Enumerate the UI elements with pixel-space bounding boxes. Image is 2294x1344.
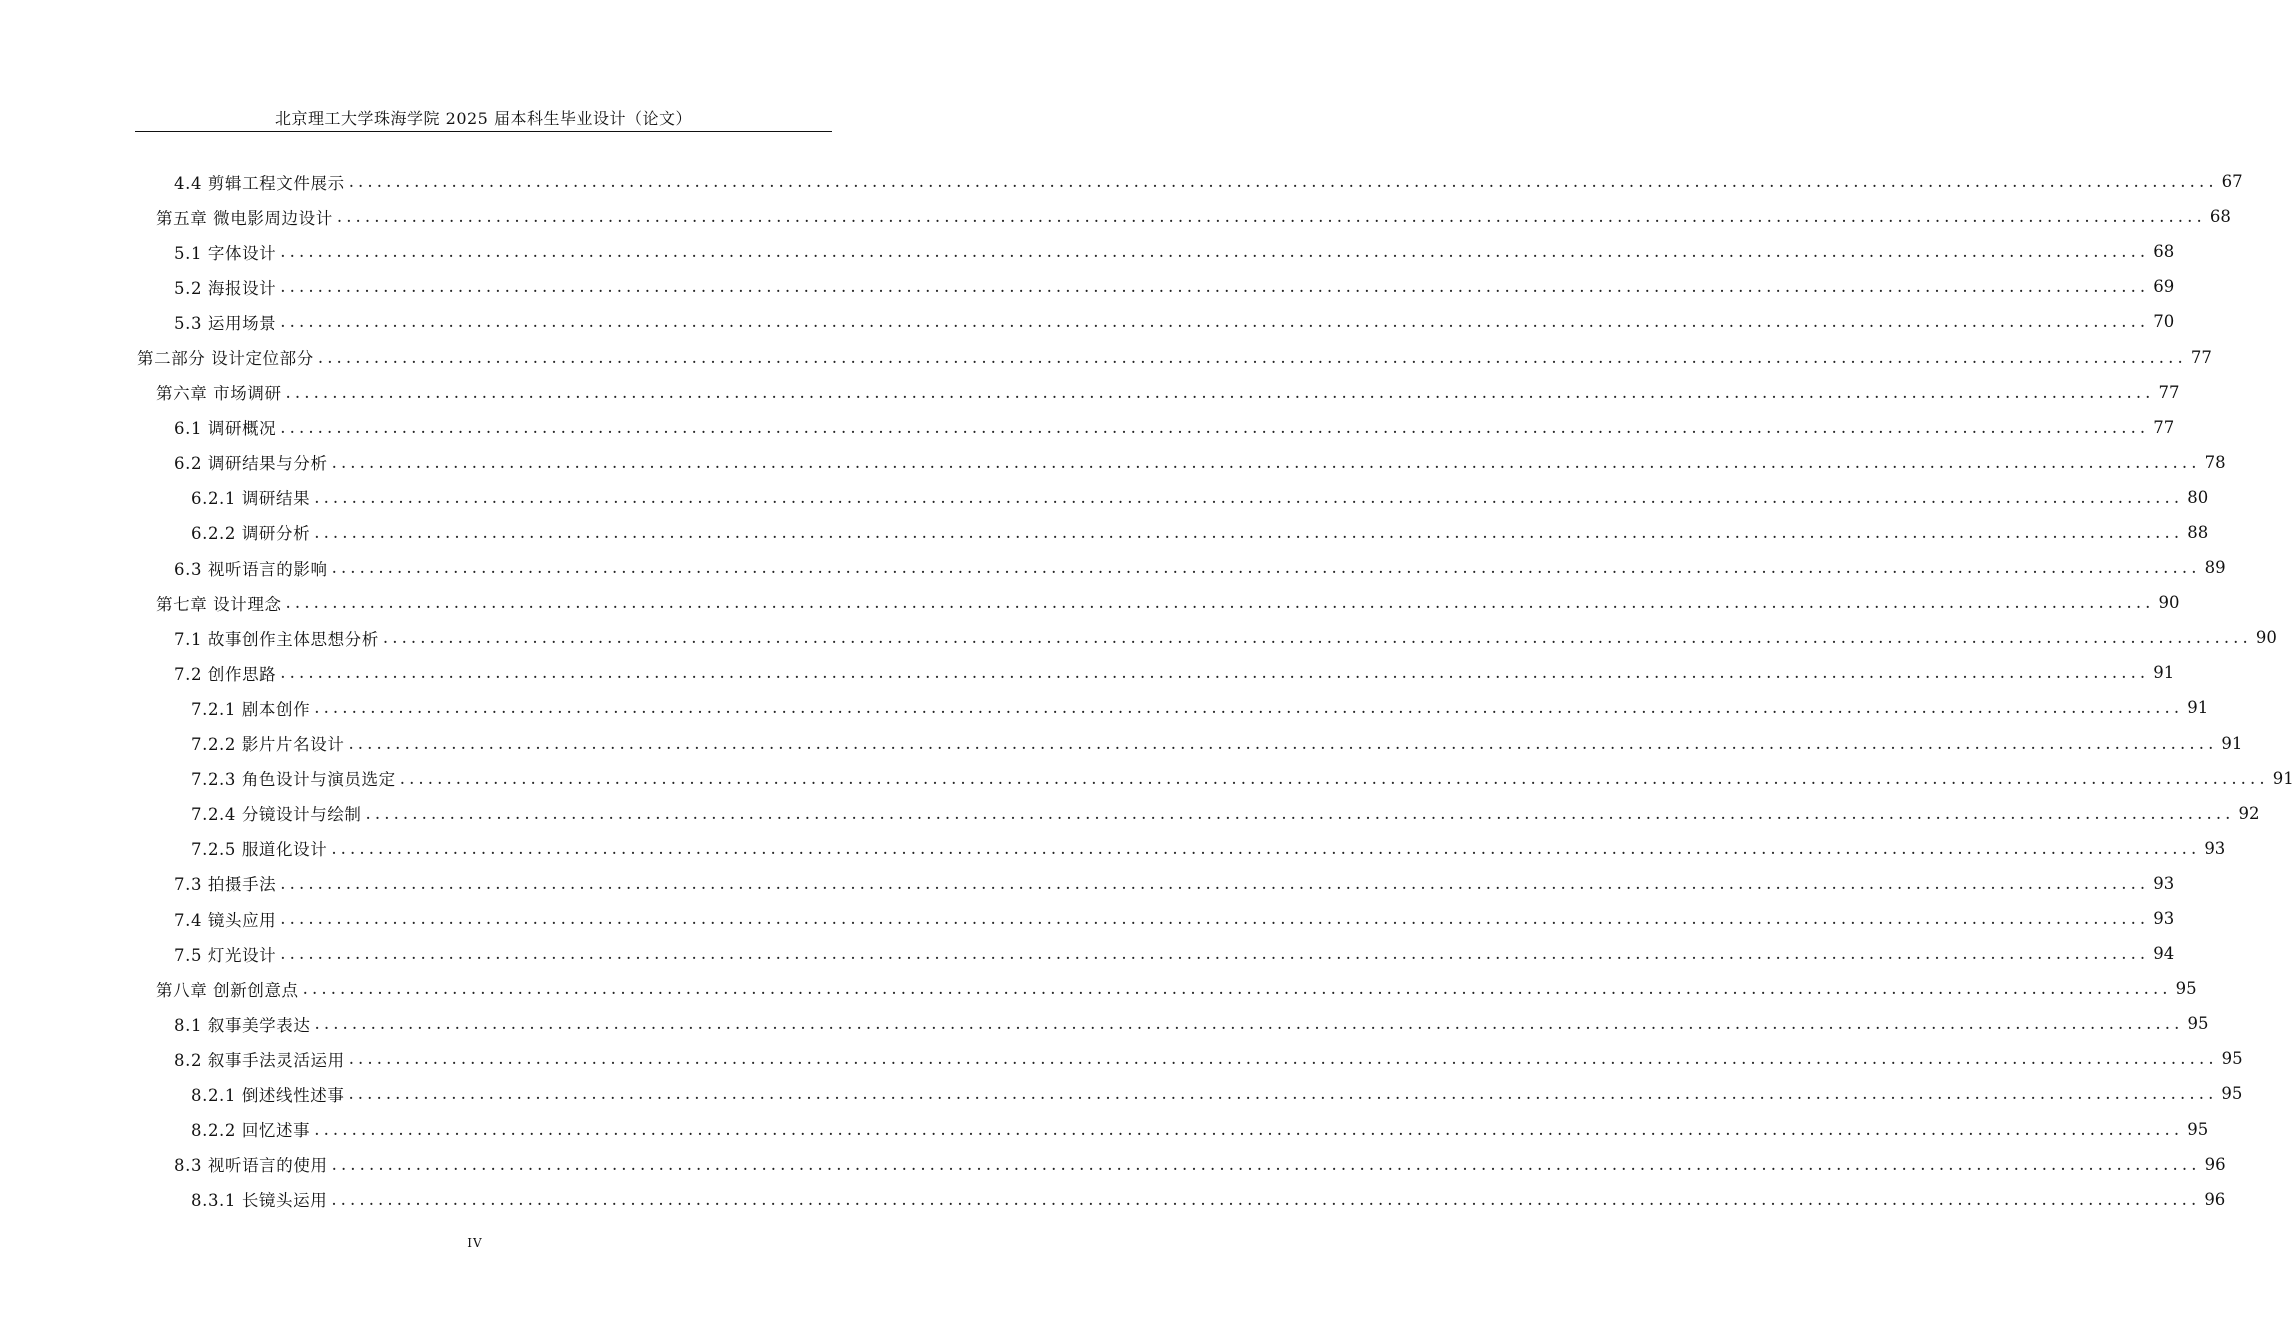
toc-entry[interactable] bbox=[0, 445, 2226, 480]
toc-entry[interactable] bbox=[0, 936, 2175, 971]
toc-entry-page: 89 bbox=[2204, 558, 2226, 578]
toc-entry-line bbox=[191, 761, 2294, 796]
toc-entry-title: 5.3 运用场景 bbox=[174, 313, 277, 333]
toc-leader-dots: ........................................................................................................................................................................................................ bbox=[302, 979, 2172, 999]
toc-entry-title: 7.2 创作思路 bbox=[174, 664, 277, 684]
toc-entry-title: 7.2.2 影片片名设计 bbox=[191, 735, 345, 755]
toc-entry-line bbox=[191, 1112, 2209, 1147]
toc-entry-line bbox=[174, 1041, 2243, 1076]
toc-entry-line bbox=[174, 655, 2175, 690]
toc-entry-page: 90 bbox=[2255, 628, 2277, 648]
toc-entry-line bbox=[174, 304, 2175, 339]
toc-leader-dots: ........................................................................................................................................................................................................ bbox=[348, 172, 2218, 192]
toc-leader-dots: ........................................................................................................................................................................................................ bbox=[280, 909, 2150, 929]
toc-entry-page: 95 bbox=[2175, 979, 2197, 999]
toc-entry-title: 7.2.4 分镜设计与绘制 bbox=[191, 805, 362, 825]
toc-entry-line bbox=[191, 1076, 2243, 1111]
toc-entry-line bbox=[174, 445, 2226, 480]
toc-entry-page: 91 bbox=[2272, 768, 2294, 788]
toc-entry-title: 7.3 拍摄手法 bbox=[174, 875, 277, 895]
toc-entry-page: 95 bbox=[2187, 1119, 2209, 1139]
toc-entry-line bbox=[174, 1006, 2209, 1041]
toc-entry-title: 第七章 设计理念 bbox=[156, 594, 282, 614]
toc-leader-dots: ........................................................................................................................................................................................................ bbox=[331, 452, 2201, 472]
toc-entry-line bbox=[174, 901, 2175, 936]
toc-entry[interactable] bbox=[0, 796, 2260, 831]
toc-entry-line bbox=[191, 480, 2209, 515]
toc-leader-dots: ........................................................................................................................................................................................................ bbox=[331, 558, 2201, 578]
toc-leader-dots: ........................................................................................................................................................................................................ bbox=[280, 663, 2150, 683]
toc-entry-line bbox=[174, 234, 2175, 269]
toc-entry-line bbox=[191, 1182, 2226, 1217]
toc-entry-line bbox=[174, 550, 2226, 585]
toc-entry-page: 78 bbox=[2204, 452, 2226, 472]
page-number: IV bbox=[467, 1236, 483, 1250]
table-of-contents bbox=[0, 164, 2294, 1217]
toc-entry-title: 6.3 视听语言的影响 bbox=[174, 559, 328, 579]
toc-entry-title: 8.2.1 倒述线性述事 bbox=[191, 1085, 345, 1105]
toc-entry[interactable] bbox=[0, 726, 2243, 761]
toc-entry-line bbox=[191, 515, 2209, 550]
toc-entry[interactable] bbox=[0, 375, 2180, 410]
toc-entry-line bbox=[174, 866, 2175, 901]
toc-entry[interactable] bbox=[0, 339, 2212, 374]
toc-entry-title: 第五章 微电影周边设计 bbox=[156, 208, 333, 228]
page-header: 北京理工大学珠海学院 2025 届本科生毕业设计（论文） bbox=[275, 109, 692, 128]
toc-leader-dots: ........................................................................................................................................................................................................ bbox=[365, 803, 2235, 823]
toc-leader-dots: ........................................................................................................................................................................................................ bbox=[348, 1084, 2218, 1104]
toc-entry[interactable] bbox=[0, 1182, 2226, 1217]
toc-entry-title: 7.5 灯光设计 bbox=[174, 945, 277, 965]
toc-entry-page: 96 bbox=[2204, 1189, 2226, 1209]
toc-entry-title: 7.2.1 剧本创作 bbox=[191, 699, 311, 719]
toc-entry-title: 5.2 海报设计 bbox=[174, 278, 277, 298]
toc-entry[interactable] bbox=[0, 234, 2175, 269]
toc-entry-page: 95 bbox=[2221, 1084, 2243, 1104]
toc-leader-dots: ........................................................................................................................................................................................................ bbox=[331, 1154, 2201, 1174]
toc-entry-page: 91 bbox=[2187, 698, 2209, 718]
toc-entry[interactable] bbox=[0, 831, 2226, 866]
toc-entry-line bbox=[191, 796, 2260, 831]
toc-entry-title: 8.2.2 回忆述事 bbox=[191, 1121, 311, 1141]
toc-entry-line bbox=[174, 164, 2243, 199]
toc-entry-page: 93 bbox=[2204, 838, 2226, 858]
toc-entry-line bbox=[156, 971, 2197, 1006]
toc-entry-page: 77 bbox=[2158, 382, 2180, 402]
toc-leader-dots: ........................................................................................................................................................................................................ bbox=[336, 207, 2206, 227]
toc-leader-dots: ........................................................................................................................................................................................................ bbox=[280, 944, 2150, 964]
toc-entry[interactable] bbox=[0, 480, 2209, 515]
toc-entry-line bbox=[191, 690, 2209, 725]
toc-entry-title: 6.2 调研结果与分析 bbox=[174, 454, 328, 474]
toc-leader-dots: ........................................................................................................................................................................................................ bbox=[348, 1049, 2218, 1069]
toc-entry[interactable] bbox=[0, 1147, 2226, 1182]
toc-entry[interactable] bbox=[0, 199, 2231, 234]
toc-leader-dots: ........................................................................................................................................................................................................ bbox=[331, 1189, 2201, 1209]
toc-entry-page: 93 bbox=[2153, 873, 2175, 893]
toc-leader-dots: ........................................................................................................................................................................................................ bbox=[314, 1119, 2184, 1139]
toc-entry[interactable] bbox=[0, 550, 2226, 585]
toc-entry-title: 7.2.5 服道化设计 bbox=[191, 840, 328, 860]
toc-entry-line bbox=[174, 1147, 2226, 1182]
toc-entry-page: 95 bbox=[2221, 1049, 2243, 1069]
toc-entry-title: 第六章 市场调研 bbox=[156, 384, 282, 404]
toc-leader-dots: ........................................................................................................................................................................................................ bbox=[382, 628, 2252, 648]
toc-leader-dots: ........................................................................................................................................................................................................ bbox=[285, 382, 2155, 402]
toc-entry-title: 7.4 镜头应用 bbox=[174, 910, 277, 930]
toc-entry-line bbox=[191, 726, 2243, 761]
toc-leader-dots: ........................................................................................................................................................................................................ bbox=[280, 277, 2150, 297]
toc-entry-title: 7.1 故事创作主体思想分析 bbox=[174, 629, 379, 649]
toc-entry-page: 94 bbox=[2153, 944, 2175, 964]
toc-entry-page: 68 bbox=[2153, 242, 2175, 262]
toc-entry-line bbox=[174, 269, 2175, 304]
toc-entry-title: 5.1 字体设计 bbox=[174, 243, 277, 263]
toc-entry-page: 92 bbox=[2238, 803, 2260, 823]
toc-entry-title: 第八章 创新创意点 bbox=[156, 980, 299, 1000]
toc-entry[interactable] bbox=[0, 585, 2180, 620]
toc-leader-dots: ........................................................................................................................................................................................................ bbox=[348, 733, 2218, 753]
toc-leader-dots: ........................................................................................................................................................................................................ bbox=[314, 522, 2184, 542]
toc-entry[interactable] bbox=[0, 410, 2175, 445]
toc-entry-page: 69 bbox=[2153, 277, 2175, 297]
toc-entry[interactable] bbox=[0, 1006, 2209, 1041]
toc-entry-title: 6.2.2 调研分析 bbox=[191, 524, 311, 544]
toc-entry-page: 90 bbox=[2158, 593, 2180, 613]
toc-entry-line bbox=[191, 831, 2226, 866]
toc-entry-page: 91 bbox=[2221, 733, 2243, 753]
toc-entry[interactable] bbox=[0, 304, 2175, 339]
toc-entry-page: 77 bbox=[2190, 347, 2212, 367]
toc-entry-page: 91 bbox=[2153, 663, 2175, 683]
toc-entry-page: 88 bbox=[2187, 522, 2209, 542]
toc-leader-dots: ........................................................................................................................................................................................................ bbox=[280, 417, 2150, 437]
toc-leader-dots: ........................................................................................................................................................................................................ bbox=[285, 593, 2155, 613]
toc-entry[interactable] bbox=[0, 515, 2209, 550]
toc-entry-line bbox=[174, 936, 2175, 971]
toc-entry-line bbox=[137, 340, 2212, 375]
toc-entry-line bbox=[156, 199, 2231, 234]
toc-entry-title: 6.1 调研概况 bbox=[174, 419, 277, 439]
toc-entry-page: 96 bbox=[2204, 1154, 2226, 1174]
header-rule bbox=[135, 131, 832, 132]
toc-entry-line bbox=[174, 410, 2175, 445]
toc-entry-page: 70 bbox=[2153, 312, 2175, 332]
toc-entry[interactable] bbox=[0, 1076, 2243, 1111]
toc-entry-title: 6.2.1 调研结果 bbox=[191, 489, 311, 509]
toc-leader-dots: ........................................................................................................................................................................................................ bbox=[399, 768, 2269, 788]
toc-entry-title: 第二部分 设计定位部分 bbox=[137, 349, 314, 369]
toc-entry[interactable] bbox=[0, 971, 2197, 1006]
toc-entry[interactable] bbox=[0, 164, 2243, 199]
toc-entry-page: 95 bbox=[2187, 1014, 2209, 1034]
toc-entry-page: 67 bbox=[2221, 172, 2243, 192]
toc-entry-line bbox=[156, 375, 2180, 410]
toc-entry-page: 93 bbox=[2153, 909, 2175, 929]
toc-entry-title: 8.1 叙事美学表达 bbox=[174, 1015, 311, 1035]
toc-entry-title: 8.2 叙事手法灵活运用 bbox=[174, 1050, 345, 1070]
toc-entry-page: 80 bbox=[2187, 487, 2209, 507]
toc-entry-line bbox=[174, 620, 2277, 655]
toc-leader-dots: ........................................................................................................................................................................................................ bbox=[314, 698, 2184, 718]
toc-entry[interactable] bbox=[0, 655, 2175, 690]
toc-entry[interactable] bbox=[0, 866, 2175, 901]
toc-entry[interactable] bbox=[0, 620, 2277, 655]
toc-entry-title: 8.3 视听语言的使用 bbox=[174, 1156, 328, 1176]
toc-entry[interactable] bbox=[0, 269, 2175, 304]
toc-entry-title: 4.4 剪辑工程文件展示 bbox=[174, 173, 345, 193]
toc-entry-page: 77 bbox=[2153, 417, 2175, 437]
toc-leader-dots: ........................................................................................................................................................................................................ bbox=[280, 242, 2150, 262]
toc-leader-dots: ........................................................................................................................................................................................................ bbox=[314, 487, 2184, 507]
toc-leader-dots: ........................................................................................................................................................................................................ bbox=[280, 873, 2150, 893]
toc-entry-line bbox=[156, 585, 2180, 620]
toc-leader-dots: ........................................................................................................................................................................................................ bbox=[314, 1014, 2184, 1034]
toc-entry-title: 8.3.1 长镜头运用 bbox=[191, 1191, 328, 1211]
toc-entry-page: 68 bbox=[2209, 207, 2231, 227]
toc-entry[interactable] bbox=[0, 761, 2294, 796]
toc-entry[interactable] bbox=[0, 901, 2175, 936]
toc-leader-dots: ........................................................................................................................................................................................................ bbox=[280, 312, 2150, 332]
toc-leader-dots: ........................................................................................................................................................................................................ bbox=[331, 838, 2201, 858]
toc-entry[interactable] bbox=[0, 690, 2209, 725]
toc-entry-title: 7.2.3 角色设计与演员选定 bbox=[191, 770, 396, 790]
toc-entry[interactable] bbox=[0, 1041, 2243, 1076]
toc-entry[interactable] bbox=[0, 1112, 2209, 1147]
toc-leader-dots: ........................................................................................................................................................................................................ bbox=[317, 347, 2187, 367]
